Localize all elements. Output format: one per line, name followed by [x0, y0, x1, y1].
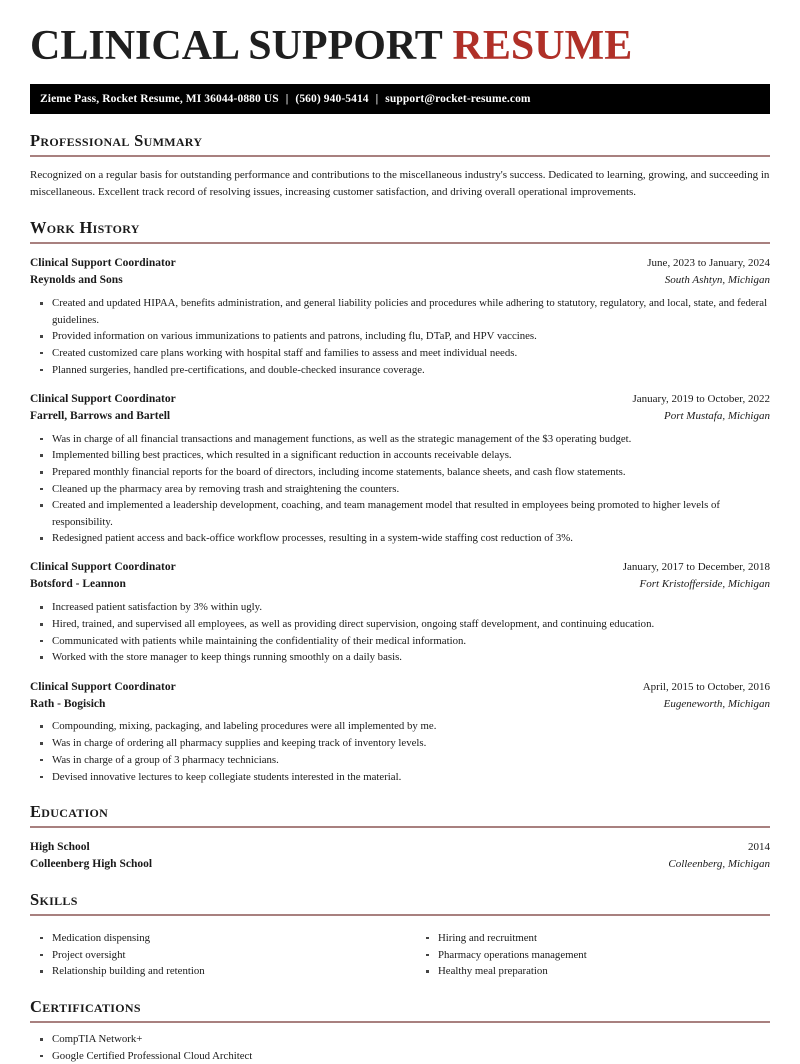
job-title: Clinical Support Coordinator	[30, 257, 176, 270]
section-divider-certifications	[30, 1021, 770, 1023]
job-responsibility-item: Provided information on various immunizations to patients and patrons, including flu, DTaP, and HPV vaccines.	[52, 328, 770, 344]
section-education	[30, 803, 770, 873]
education-year: 2014	[748, 840, 770, 853]
education-degree-row	[30, 839, 770, 856]
section-divider-work-history	[30, 242, 770, 244]
resume-name-heading	[30, 0, 770, 68]
contact-details	[40, 93, 531, 105]
job-responsibility-item: Prepared monthly financial reports for the board of directors, including income statements, balance sheets, and cash flow statements.	[52, 464, 770, 480]
job-dates: January, 2019 to October, 2022	[632, 392, 770, 405]
skill-item: Hiring and recruitment	[438, 930, 770, 946]
skill-item: Healthy meal preparation	[438, 963, 770, 979]
job-title-row	[30, 255, 770, 272]
skills-columns	[30, 924, 770, 980]
name-accent-text: RESUME	[452, 23, 633, 69]
job-title-row	[30, 391, 770, 408]
job-company-row	[30, 576, 770, 593]
job-responsibility-item: Created and implemented a leadership development, coaching, and team management model that resulted in employees being promoted to higher levels of responsibility.	[52, 497, 770, 529]
skill-item: Medication dispensing	[52, 930, 400, 946]
job-responsibility-item: Was in charge of all financial transactions and management functions, as well as the strategic management of the $3 operating budget.	[52, 431, 770, 447]
job-responsibility-item: Worked with the store manager to keep things running smoothly on a daily basis.	[52, 649, 770, 665]
section-title-skills: Skills	[30, 889, 78, 909]
section-title-work-history: Work History	[30, 218, 140, 238]
job-responsibility-item: Devised innovative lectures to keep collegiate students interested in the material.	[52, 769, 770, 785]
work-history-entry	[30, 255, 770, 377]
work-history-entry	[30, 679, 770, 785]
section-divider-education	[30, 826, 770, 828]
job-dates: January, 2017 to December, 2018	[622, 561, 770, 574]
education-degree: High School	[30, 840, 90, 853]
work-history-entry	[30, 559, 770, 665]
job-responsibility-list	[30, 431, 770, 547]
job-title: Clinical Support Coordinator	[30, 680, 176, 693]
job-company: Rath - Bogisich	[30, 697, 106, 710]
contact-phone: (560) 940-5414	[295, 93, 369, 106]
certifications-container	[30, 1031, 770, 1064]
skills-list-right	[416, 930, 770, 980]
skill-item: Pharmacy operations management	[438, 947, 770, 963]
job-title-row	[30, 679, 770, 696]
contact-email: support@rocket-resume.com	[385, 93, 531, 106]
contact-address: Zieme Pass, Rocket Resume, MI 36044-0880 US	[40, 93, 279, 106]
summary-text: Recognized on a regular basis for outstanding performance and contributions to the miscellaneous industry's success. Dedicated to learning, growing, and succeeding in miscellaneous. Excellent track record of resolving issues, increasing customer satisfaction, and driving overall operational improvements.	[30, 169, 770, 199]
certification-item: CompTIA Network+	[52, 1031, 770, 1047]
section-title-certifications: Certifications	[30, 996, 141, 1016]
job-location: South Ashtyn, Michigan	[664, 274, 770, 287]
education-location: Colleenberg, Michigan	[668, 857, 770, 870]
contact-separator-2: |	[375, 93, 379, 106]
job-company: Botsford - Leannon	[30, 578, 126, 591]
skills-list-left	[30, 930, 400, 980]
contact-bar	[30, 84, 770, 114]
job-title: Clinical Support Coordinator	[30, 561, 176, 574]
section-work-history	[30, 219, 770, 784]
work-history-entry	[30, 391, 770, 547]
job-company: Reynolds and Sons	[30, 274, 123, 287]
job-dates: June, 2023 to January, 2024	[647, 257, 770, 270]
education-entry	[30, 839, 770, 873]
name-primary-text: CLINICAL SUPPORT	[30, 23, 443, 69]
job-title: Clinical Support Coordinator	[30, 392, 176, 405]
section-title-summary: Professional Summary	[30, 131, 203, 151]
job-location: Fort Kristofferside, Michigan	[639, 578, 770, 591]
job-responsibility-item: Compounding, mixing, packaging, and labeling procedures were all implemented by me.	[52, 718, 770, 734]
skills-column-right	[400, 924, 770, 980]
section-divider-skills	[30, 914, 770, 916]
skill-item: Relationship building and retention	[52, 963, 400, 979]
job-responsibility-item: Redesigned patient access and back-office workflow processes, resulting in a system-wide staffing cost reduction of 3%.	[52, 530, 770, 546]
certification-item: Google Certified Professional Cloud Architect	[52, 1048, 770, 1064]
section-professional-summary	[30, 132, 770, 201]
job-company: Farrell, Barrows and Bartell	[30, 409, 171, 422]
section-divider-summary	[30, 155, 770, 157]
section-skills	[30, 891, 770, 980]
job-company-row	[30, 696, 770, 713]
job-responsibility-item: Was in charge of a group of 3 pharmacy technicians.	[52, 752, 770, 768]
contact-separator-1: |	[285, 93, 289, 106]
job-responsibility-item: Created and updated HIPAA, benefits administration, and general liability policies and procedures while adhering to statutory, regulatory, and local, state, and federal guidelines.	[52, 295, 770, 327]
certifications-list	[30, 1031, 770, 1064]
job-responsibility-item: Cleaned up the pharmacy area by removing trash and straightening the counters.	[52, 481, 770, 497]
skill-item: Project oversight	[52, 947, 400, 963]
job-responsibility-item: Created customized care plans working with hospital staff and families to assess and meet individual needs.	[52, 345, 770, 361]
job-company-row	[30, 272, 770, 289]
section-certifications	[30, 998, 770, 1064]
job-responsibility-list	[30, 295, 770, 377]
job-responsibility-item: Communicated with patients while maintaining the confidentiality of their medical information.	[52, 633, 770, 649]
education-school: Colleenberg High School	[30, 857, 153, 870]
job-responsibility-item: Was in charge of ordering all pharmacy supplies and keeping track of inventory levels.	[52, 735, 770, 751]
education-school-row	[30, 856, 770, 873]
job-location: Eugeneworth, Michigan	[663, 697, 770, 710]
section-title-education: Education	[30, 801, 109, 821]
job-location: Port Mustafa, Michigan	[663, 409, 770, 422]
education-list	[30, 839, 770, 873]
job-responsibility-item: Planned surgeries, handled pre-certifications, and double-checked insurance coverage.	[52, 362, 770, 378]
job-responsibility-list	[30, 599, 770, 665]
job-responsibility-list	[30, 718, 770, 784]
job-responsibility-item: Implemented billing best practices, which resulted in a significant reduction in accounts receivable delays.	[52, 447, 770, 463]
job-responsibility-item: Increased patient satisfaction by 3% within ugly.	[52, 599, 770, 615]
job-company-row	[30, 408, 770, 425]
work-history-list	[30, 255, 770, 784]
job-responsibility-item: Hired, trained, and supervised all employees, as well as providing direct supervision, ongoing staff development, and continuing education.	[52, 616, 770, 632]
skills-column-left	[30, 924, 400, 980]
job-dates: April, 2015 to October, 2016	[642, 680, 770, 693]
job-title-row	[30, 559, 770, 576]
